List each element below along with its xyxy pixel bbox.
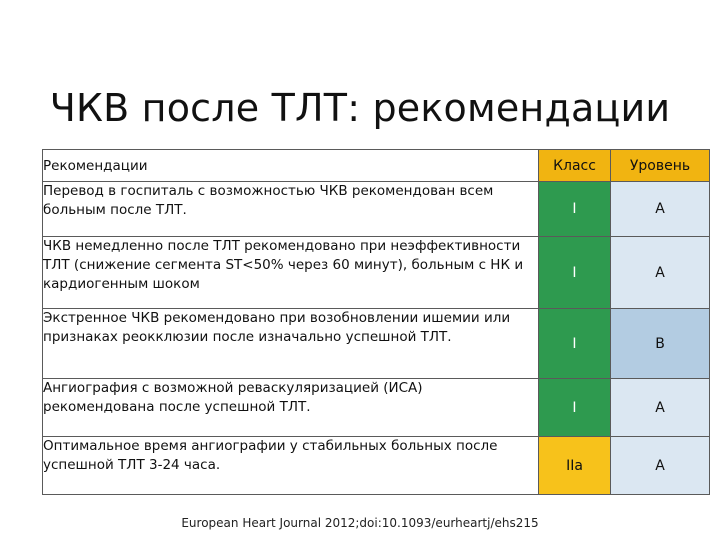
header-recommendations: Рекомендации <box>43 150 539 182</box>
header-level: Уровень <box>611 150 710 182</box>
table-row <box>43 379 710 437</box>
source-citation: European Heart Journal 2012;doi:10.1093/eurheartj/ehs215 <box>181 516 539 530</box>
table-row <box>43 437 710 495</box>
recommendations-table <box>42 149 710 495</box>
class-cell: I <box>539 379 611 437</box>
recommendation-text: Экстренное ЧКВ рекомендовано при возобновлении ишемии или признаках реокклюзии после изначально успешной ТЛТ. <box>43 309 539 379</box>
level-cell: A <box>611 182 710 237</box>
table-row <box>43 309 710 379</box>
header-class: Класс <box>539 150 611 182</box>
class-cell: I <box>539 309 611 379</box>
level-cell: A <box>611 379 710 437</box>
class-cell: I <box>539 182 611 237</box>
table-row <box>43 182 710 237</box>
class-cell: I <box>539 237 611 309</box>
table-row <box>43 237 710 309</box>
recommendation-text: Оптимальное время ангиографии у стабильных больных после успешной ТЛТ 3-24 часа. <box>43 437 539 495</box>
recommendation-text: Ангиография с возможной реваскуляризацией (ИСА) рекомендована после успешной ТЛТ. <box>43 379 539 437</box>
recommendation-text: ЧКВ немедленно после ТЛТ рекомендовано при неэффективности ТЛТ (снижение сегмента ST<50% через 60 минут), больным с НК и кардиогенным шоком <box>43 237 539 309</box>
level-cell: B <box>611 309 710 379</box>
level-cell: A <box>611 437 710 495</box>
slide-title: ЧКВ после ТЛТ: рекомендации <box>49 86 671 130</box>
recommendation-text: Перевод в госпиталь с возможностью ЧКВ рекомендован всем больным после ТЛТ. <box>43 182 539 237</box>
table-header-row <box>43 150 710 182</box>
class-cell: IIa <box>539 437 611 495</box>
level-cell: A <box>611 237 710 309</box>
